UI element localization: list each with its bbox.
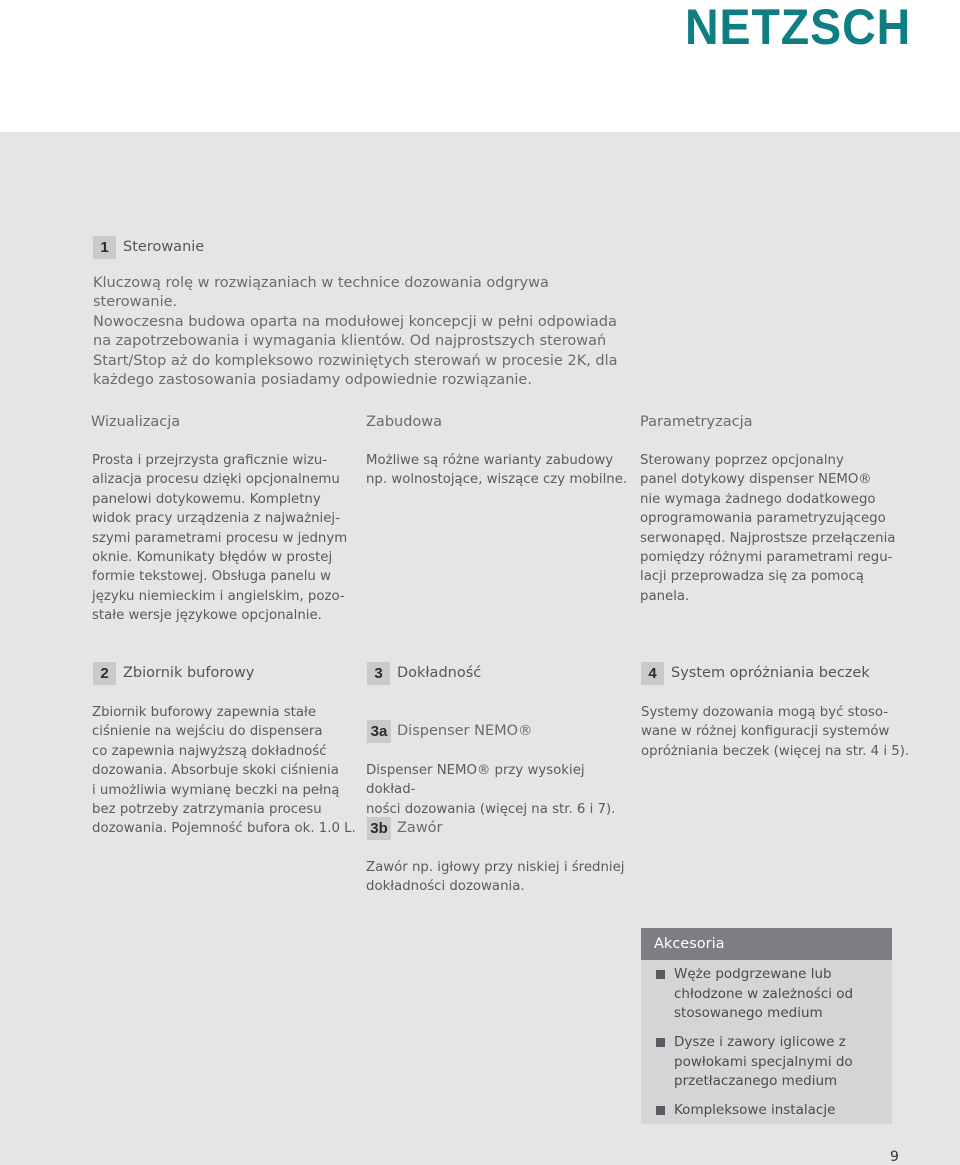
intro-line: Kluczową rolę w rozwiązaniach w technice dozowania odgrywa sterowanie. [93,275,549,311]
accessory-item [656,1101,886,1121]
accessory-line: Węże podgrzewane lub [674,966,832,982]
subsection-title-zawor: Zawór [397,820,443,836]
subsection-number-3b: 3b [367,817,391,840]
text-line: stałe wersje językowe opcjonalnie. [92,608,322,624]
zabudowa-text [366,451,636,490]
intro-line: na zapotrzebowania i wymagania klientów. Od najprostszych sterowań [93,333,607,350]
zbiornik-text [92,703,357,839]
text-line: formie tekstowej. Obsługa panelu w [92,569,331,585]
accessory-item [656,965,886,1024]
intro-line: Nowoczesna budowa oparta na modułowej koncepcji w pełni odpowiada [93,313,617,330]
section-number-1: 1 [93,236,116,259]
accessories-box [641,928,892,1124]
text-line: nie wymaga żadnego dodatkowego [640,491,876,507]
text-line: Systemy dozowania mogą być stoso- [641,705,889,720]
text-line: panelowi dotykowemu. Kompletny [92,491,321,507]
heading-zabudowa: Zabudowa [366,414,443,430]
square-bullet-icon [656,1038,665,1047]
square-bullet-icon [656,970,665,979]
subsection-number-3a: 3a [367,720,391,743]
section-title-zbiornik: Zbiornik buforowy [123,665,255,681]
section-title-dokladnosc: Dokładność [397,665,482,681]
accessory-line: powłokami specjalnymi do [674,1053,853,1070]
text-line: ności dozowania (więcej na str. 6 i 7). [366,801,616,817]
text-line: serwonapęd. Najprostsze przełączenia [640,530,896,546]
text-line: np. wolnostojące, wiszące czy mobilne. [366,472,628,488]
text-line: oprogramowania parametryzującego [640,511,886,527]
heading-parametryzacja: Parametryzacja [640,414,753,430]
page-number: 9 [890,1149,899,1165]
text-line: dokładności dozowania. [366,879,525,895]
text-line: Zbiornik buforowy zapewnia stałe [92,705,316,720]
text-line: języku niemieckim i angielskim, pozo- [92,588,345,604]
text-line: Możliwe są różne warianty zabudowy [366,453,614,468]
intro-line: Start/Stop aż do kompleksowo rozwiniętych sterowań w procesie 2K, dla [93,352,618,369]
section-number-3: 3 [367,662,390,685]
text-line: panel dotykowy dispenser NEMO® [640,472,872,488]
dispenser-text [366,761,638,819]
zawor-text [366,858,638,897]
square-bullet-icon [656,1106,665,1115]
text-line: opróżniania beczek (więcej na str. 4 i 5). [641,743,910,759]
accessory-line: chłodzone w zależności od [674,985,854,1002]
accessory-line: Kompleksowe instalacje [674,1102,836,1118]
text-line: oknie. Komunikaty błędów w prostej [92,550,333,566]
text-line: lacji przeprowadza się za pomocą [640,569,864,585]
section-title-sterowanie: Sterowanie [123,239,205,255]
subsection-title-dispenser: Dispenser NEMO® [397,723,533,739]
text-line: Sterowany poprzez opcjonalny [640,453,844,468]
text-line: alizacja procesu dzięki opcjonalnemu [92,472,340,488]
section-title-system: System opróżniania beczek [671,665,870,681]
accessories-title: Akcesoria [641,928,892,960]
parametryzacja-text [640,451,910,606]
section-number-2: 2 [93,662,116,685]
accessory-line: stosowanego medium [674,1005,823,1021]
accessory-item [656,1033,886,1092]
text-line: dozowania. Absorbuje skoki ciśnienia [92,763,339,779]
text-line: Dispenser NEMO® przy wysokiej dokład- [366,763,585,798]
text-line: wane w różnej konfiguracji systemów [641,724,890,740]
text-line: co zapewnia najwyższą dokładność [92,743,327,759]
heading-wizualizacja: Wizualizacja [91,414,181,430]
text-line: szymi parametrami procesu w jednym [92,530,348,546]
text-line: Zawór np. igłowy przy niskiej i średniej [366,860,625,875]
text-line: pomiędzy różnymi parametrami regu- [640,550,893,566]
system-text [641,703,911,761]
intro-paragraph [93,274,633,390]
text-line: bez potrzeby zatrzymania procesu [92,802,322,818]
text-line: Prosta i przejrzysta graficznie wizu- [92,453,328,468]
netzsch-logo: NETZSCH [685,0,912,55]
text-line: dozowania. Pojemność bufora ok. 1.0 L. [92,821,356,837]
text-line: panela. [640,588,690,604]
accessory-line: przetłaczanego medium [674,1073,838,1089]
intro-line: każdego zastosowania posiadamy odpowiednie rozwiązanie. [93,372,532,389]
wizualizacja-text [92,451,354,626]
text-line: widok pracy urządzenia z najważniej- [92,511,340,527]
text-line: i umożliwia wymianę beczki na pełną [92,782,340,798]
section-number-4: 4 [641,662,664,685]
accessory-line: Dysze i zawory iglicowe z [674,1034,846,1050]
text-line: ciśnienie na wejściu do dispensera [92,724,323,740]
